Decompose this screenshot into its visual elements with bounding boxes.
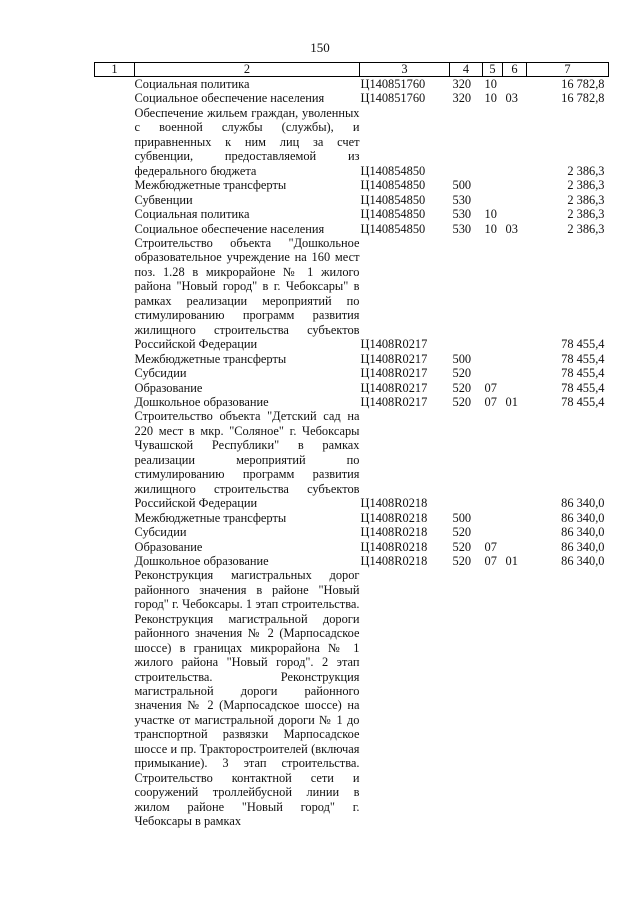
cell-section [483,193,503,207]
cell-target-code: Ц1408R0217 [360,380,428,395]
cell-subsection [503,540,527,554]
cell-name: Реконструкция магистральных дорог районного значения в районе "Новый город" г. Чебоксары. 1 этап строительства. Реконструкция магистральной дороги районного значения № 2 (Марпосадское шоссе) в границах микрорайона № 1 жилого района "Новый город". 2 этап строительства. Реконструкция магистральной дороги районного значения № 2 (Марпосадское шоссе) на участке от магистральной дороги № 1 до транспортной развязки Марпосадское шоссе и пр. Тракторостроителей (включая примыкание). 3 этап строительства. Строительство контактной сети и сооружений троллейбусной линии в жилом районе "Новый город" г. Чебоксары в рамках [134,568,360,829]
budget-table [94,62,609,829]
cell-section [483,525,503,539]
cell-subsection [503,207,527,221]
cell-number [95,77,135,92]
page-number: 150 [310,40,330,55]
cell-expense-type [450,106,483,178]
cell-expense-type: 530 [452,207,472,222]
cell-number [95,381,135,395]
cell-expense-type: 500 [452,351,472,366]
cell-expense-type: 500 [452,178,472,193]
cell-expense-type: 320 [452,91,472,106]
cell-name: Строительство объекта "Детский сад на 220 мест в мкр. "Соляное" г. Чебоксары Чувашской Республики" в рамках реализации мероприятий по стимулированию программ развития жилищного строительства субъектов Российской Федерации [134,409,360,511]
table-row [95,352,609,366]
cell-expense-type [450,236,483,352]
cell-number [95,525,135,539]
cell-number [95,236,135,352]
cell-target-code: Ц1408R0217 [360,337,428,352]
table-row [95,77,609,92]
cell-expense-type [450,568,483,828]
cell-number [95,178,135,192]
header-col-7: 7 [527,63,609,77]
cell-section [483,106,503,178]
cell-target-code: Ц1408R0218 [360,510,428,525]
cell-section: 10 [484,221,497,236]
cell-target-code: Ц140854850 [360,163,426,178]
table-row [95,106,609,178]
cell-target-code: Ц1408R0217 [360,366,428,381]
cell-target-code: Ц140854850 [360,192,426,207]
cell-expense-type: 520 [452,539,472,554]
cell-section [483,366,503,380]
cell-number [95,352,135,366]
header-col-5: 5 [483,63,503,77]
cell-section [483,236,503,352]
table-row [95,381,609,395]
cell-name: Социальная политика [134,77,250,91]
cell-expense-type: 520 [452,380,472,395]
cell-name: Межбюджетные трансферты [134,510,287,525]
table-row [95,525,609,539]
cell-subsection [503,381,527,395]
cell-target-code [360,568,450,828]
table-row [95,222,609,236]
cell-name: Социальное обеспечение населения [134,221,325,236]
cell-name: Субсидии [134,366,187,381]
cell-target-code: Ц140851760 [360,77,426,91]
cell-section: 10 [484,207,497,222]
header-col-1: 1 [95,63,135,77]
cell-subsection: 01 [505,394,518,409]
table-row [95,91,609,105]
cell-name: Межбюджетные трансферты [134,178,287,193]
cell-section [483,409,503,510]
table-row [95,511,609,525]
cell-amount: 16 782,8 [561,77,605,91]
cell-section [483,511,503,525]
cell-expense-type [450,409,483,510]
cell-amount: 86 340,0 [561,553,605,568]
cell-subsection [503,511,527,525]
table-row [95,207,609,221]
cell-number [95,106,135,178]
cell-name: Строительство объекта "Дошкольное образовательное учреждение на 160 мест поз. 1.28 в микрорайоне № 1 жилого района "Новый город" в г. Чебоксары" в рамках реализации мероприятий по стимулированию программ развития жилищного строительства субъектов Российской Федерации [134,235,360,352]
cell-target-code: Ц1408R0218 [360,553,428,568]
cell-subsection [503,236,527,352]
table-row [95,568,609,828]
cell-number [95,568,135,828]
cell-amount: 86 340,0 [561,539,605,554]
cell-expense-type: 520 [452,553,472,568]
cell-subsection [503,568,527,828]
cell-name: Социальное обеспечение населения [134,91,325,106]
cell-number [95,409,135,510]
cell-number [95,366,135,380]
table-row [95,409,609,510]
cell-subsection [503,106,527,178]
cell-subsection: 03 [505,91,518,106]
cell-expense-type: 520 [452,394,472,409]
header-row [95,63,609,77]
cell-section: 07 [484,380,497,395]
cell-name: Социальная политика [134,207,250,222]
cell-amount: 16 782,8 [561,91,605,106]
cell-target-code: Ц1408R0217 [360,351,428,366]
cell-section: 10 [484,91,497,106]
table-body [95,77,609,829]
cell-name: Субвенции [134,192,193,207]
cell-name: Обеспечение жильем граждан, уволенных с военной службы (службы), и приравненных к ним лиц за счет субвенции, предоставляемой из федерального бюджета [134,105,360,178]
cell-subsection [503,525,527,539]
cell-name: Межбюджетные трансферты [134,351,287,366]
cell-number [95,207,135,221]
cell-name: Дошкольное образование [134,394,269,409]
cell-amount: 78 455,4 [561,366,605,381]
cell-amount [527,568,609,828]
cell-subsection [503,366,527,380]
table-row [95,366,609,380]
cell-amount: 78 455,4 [561,351,605,366]
table-row [95,395,609,409]
cell-amount: 2 386,3 [567,178,605,193]
header-col-3: 3 [360,63,450,77]
cell-section [483,178,503,192]
header-col-6: 6 [503,63,527,77]
cell-subsection [503,352,527,366]
cell-target-code: Ц1408R0218 [360,539,428,554]
cell-name: Образование [134,380,203,395]
cell-name: Дошкольное образование [134,553,269,568]
cell-expense-type: 520 [452,366,472,381]
cell-expense-type: 530 [452,221,472,236]
table-row [95,554,609,568]
cell-number [95,395,135,409]
cell-expense-type: 530 [452,192,472,207]
cell-number [95,91,135,105]
cell-subsection: 03 [505,221,518,236]
cell-amount: 2 386,3 [567,163,605,178]
cell-subsection [503,77,527,92]
cell-section: 07 [484,539,497,554]
cell-amount: 78 455,4 [561,380,605,395]
cell-amount: 78 455,4 [561,394,605,409]
cell-expense-type: 320 [452,77,472,91]
cell-target-code: Ц1408R0218 [360,496,428,511]
cell-amount: 78 455,4 [561,337,605,352]
cell-section: 07 [484,394,497,409]
cell-amount: 2 386,3 [567,207,605,222]
cell-section [483,568,503,828]
cell-number [95,511,135,525]
cell-number [95,193,135,207]
cell-amount: 86 340,0 [561,510,605,525]
cell-name: Субсидии [134,525,187,540]
cell-target-code: Ц140854850 [360,221,426,236]
table-row [95,178,609,192]
cell-subsection [503,409,527,510]
cell-subsection [503,178,527,192]
cell-name: Образование [134,539,203,554]
header-col-2: 2 [135,63,360,77]
cell-target-code: Ц1408R0217 [360,394,428,409]
cell-expense-type: 520 [452,525,472,540]
cell-section: 07 [484,553,497,568]
table-row [95,236,609,352]
cell-amount: 86 340,0 [561,525,605,540]
header-col-4: 4 [450,63,483,77]
cell-section [483,352,503,366]
table-row [95,540,609,554]
cell-section: 10 [484,77,497,91]
cell-number [95,554,135,568]
cell-amount: 2 386,3 [567,192,605,207]
cell-target-code: Ц140854850 [360,178,426,193]
cell-target-code: Ц140851760 [360,91,426,106]
cell-amount: 2 386,3 [567,221,605,236]
cell-target-code: Ц140854850 [360,207,426,222]
table-header [95,63,609,77]
cell-subsection [503,193,527,207]
cell-amount: 86 340,0 [561,496,605,511]
cell-number [95,222,135,236]
cell-target-code: Ц1408R0218 [360,525,428,540]
cell-expense-type: 500 [452,510,472,525]
cell-number [95,540,135,554]
table-row [95,193,609,207]
cell-subsection: 01 [505,553,518,568]
